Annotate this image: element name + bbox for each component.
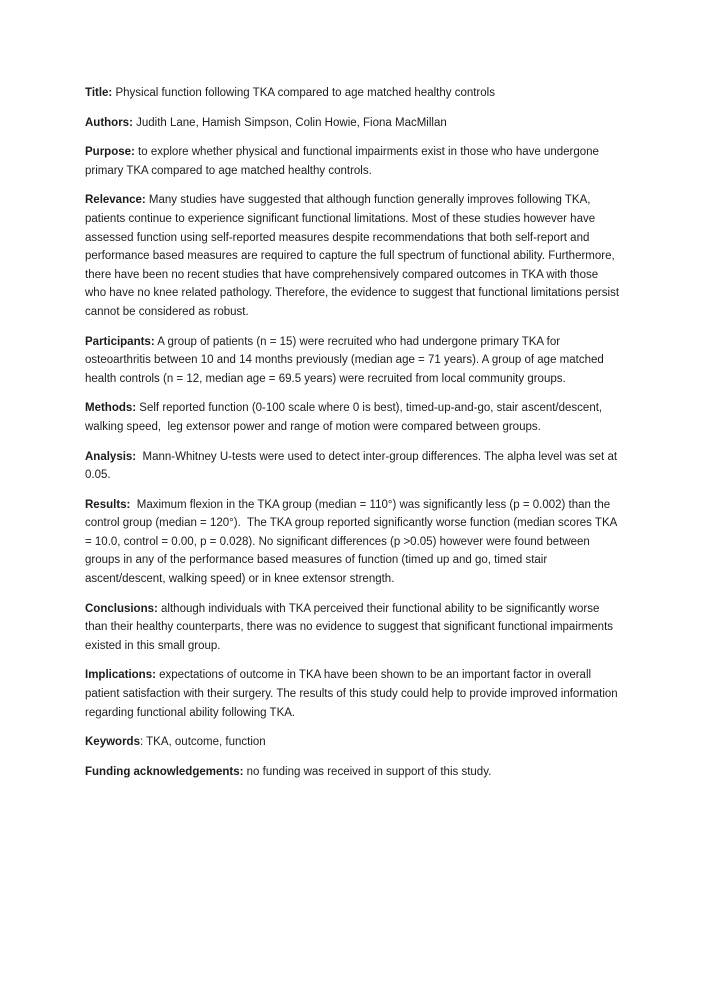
- paragraph-label: Conclusions:: [85, 602, 158, 615]
- paragraph-label: Title:: [85, 87, 113, 99]
- paragraph: [85, 763, 622, 782]
- paragraph-label: Purpose:: [85, 146, 135, 159]
- paragraph: [85, 84, 622, 103]
- paragraph: [85, 114, 622, 133]
- paragraph-label: Analysis:: [85, 450, 137, 463]
- paragraph-label: Authors:: [85, 116, 133, 129]
- paragraph: [85, 733, 622, 752]
- paragraph: [85, 600, 622, 656]
- abstract-content: [85, 84, 622, 792]
- paragraph: [85, 143, 622, 180]
- paragraph-text: : TKA, outcome, function: [139, 736, 266, 749]
- paragraph: [85, 191, 622, 321]
- paragraph-label: Results:: [85, 498, 131, 511]
- paragraph-text: although individuals with TKA perceived their functional ability to be significantly worse than their healthy counterparts, there was no evidence to suggest that significant functional impairments existed in this small group.: [85, 602, 617, 652]
- paragraph: [85, 448, 622, 485]
- paragraph-text: Self reported function (0-100 scale where 0 is best), timed-up-and-go, stair ascent/descent, walking speed, leg extensor power and range of motion were compared between groups.: [85, 402, 606, 433]
- paragraph: [85, 666, 622, 722]
- paragraph-text: Maximum flexion in the TKA group (median = 110°) was significantly less (p = 0.002) than the control group (median = 120°). The TKA group reported significantly worse function (median scores TKA = 10.0, control = 0.00, p = 0.028). No significant differences (p >0.05) however were found between groups in any of the performance based measures of function (timed up and go, timed stair ascent/descent, walking speed) or in knee extensor strength.: [85, 498, 620, 586]
- paragraph-text: no funding was received in support of this study.: [243, 765, 492, 778]
- paragraph-label: Methods:: [85, 402, 137, 415]
- paragraph-label: Funding acknowledgements:: [85, 765, 244, 778]
- paragraph-label: Participants:: [85, 335, 155, 348]
- paragraph: [85, 399, 622, 436]
- paragraph-label: Implications:: [85, 669, 156, 682]
- paragraph-text: to explore whether physical and functional impairments exist in those who have undergone primary TKA compared to age matched healthy controls.: [85, 146, 603, 177]
- paragraph-label: Keywords: [85, 736, 140, 749]
- paragraph-text: Judith Lane, Hamish Simpson, Colin Howie, Fiona MacMillan: [132, 116, 447, 129]
- paragraph-text: Physical function following TKA compared to age matched healthy controls: [112, 87, 495, 99]
- paragraph-text: A group of patients (n = 15) were recruited who had undergone primary TKA for osteoarthritis between 10 and 14 months previously (median age = 71 years). A group of age matched health controls (n = 12, median age = 69.5 years) were recruited from local community groups.: [85, 335, 607, 385]
- paragraph-text: expectations of outcome in TKA have been shown to be an important factor in overall patient satisfaction with their surgery. The results of this study could help to provide improved information regarding functional ability following TKA.: [85, 669, 621, 719]
- paragraph: [85, 333, 622, 389]
- paragraph-label: Relevance:: [85, 194, 146, 207]
- paragraph: [85, 496, 622, 589]
- paragraph-text: Many studies have suggested that although function generally improves following TKA, patients continue to experience significant functional limitations. Most of these studies however have assessed function using self-reported measures despite recommendations that both self-report and performance based measures are required to capture the full spectrum of functional ability. Furthermore, there have been no recent studies that have comprehensively compared outcomes in TKA with those who have no knee related pathology. Therefore, the evidence to suggest that functional limitations persist cannot be considered as robust.: [85, 194, 623, 318]
- paragraph-text: Mann-Whitney U-tests were used to detect inter-group differences. The alpha level was set at 0.05.: [85, 450, 621, 482]
